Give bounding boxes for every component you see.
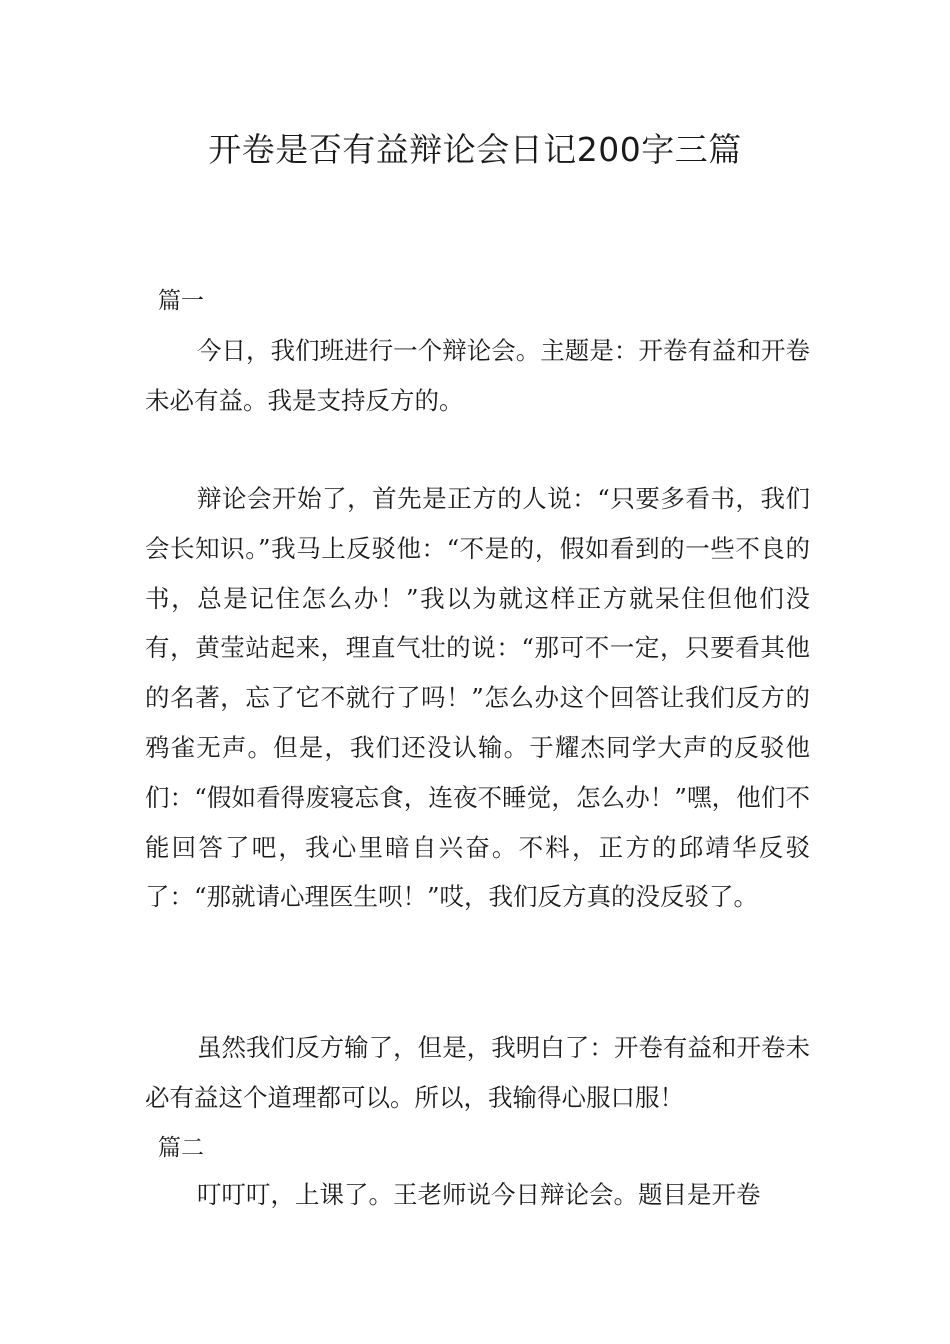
- section-heading: 篇一: [158, 288, 204, 314]
- paragraph: 虽然我们反方输了，但是，我明白了：开卷有益和开卷未必有益这个道理都可以。所以，我输得心服口服！: [145, 1033, 810, 1112]
- document-title: 开卷是否有益辩论会日记200字三篇: [208, 130, 742, 169]
- paragraph: 辩论会开始了，首先是正方的人说：“只要多看书，我们会长知识。”我马上反驳他：“不是的，假如看到的一些不良的书，总是记住怎么办！”我以为就这样正方就呆住但他们没有，黄莹站起来，理直气壮的说：“那可不一定，只要看其他的名著，忘了它不就行了吗！”怎么办这个回答让我们反方的鸦雀无声。但是，我们还没认输。于耀杰同学大声的反驳他们：“假如看得废寝忘食，连夜不睡觉，怎么办！”嘿，他们不能回答了吧，我心里暗自兴奋。不料，正方的邱靖华反驳了：“那就请心理医生呗！”哎，我们反方真的没反驳了。: [145, 484, 810, 912]
- section-heading: 篇二: [158, 1135, 204, 1161]
- paragraph: 叮叮叮，上课了。王老师说今日辩论会。题目是开卷: [197, 1180, 761, 1209]
- paragraph: 今日，我们班进行一个辩论会。主题是：开卷有益和开卷未必有益。我是支持反方的。: [145, 336, 810, 415]
